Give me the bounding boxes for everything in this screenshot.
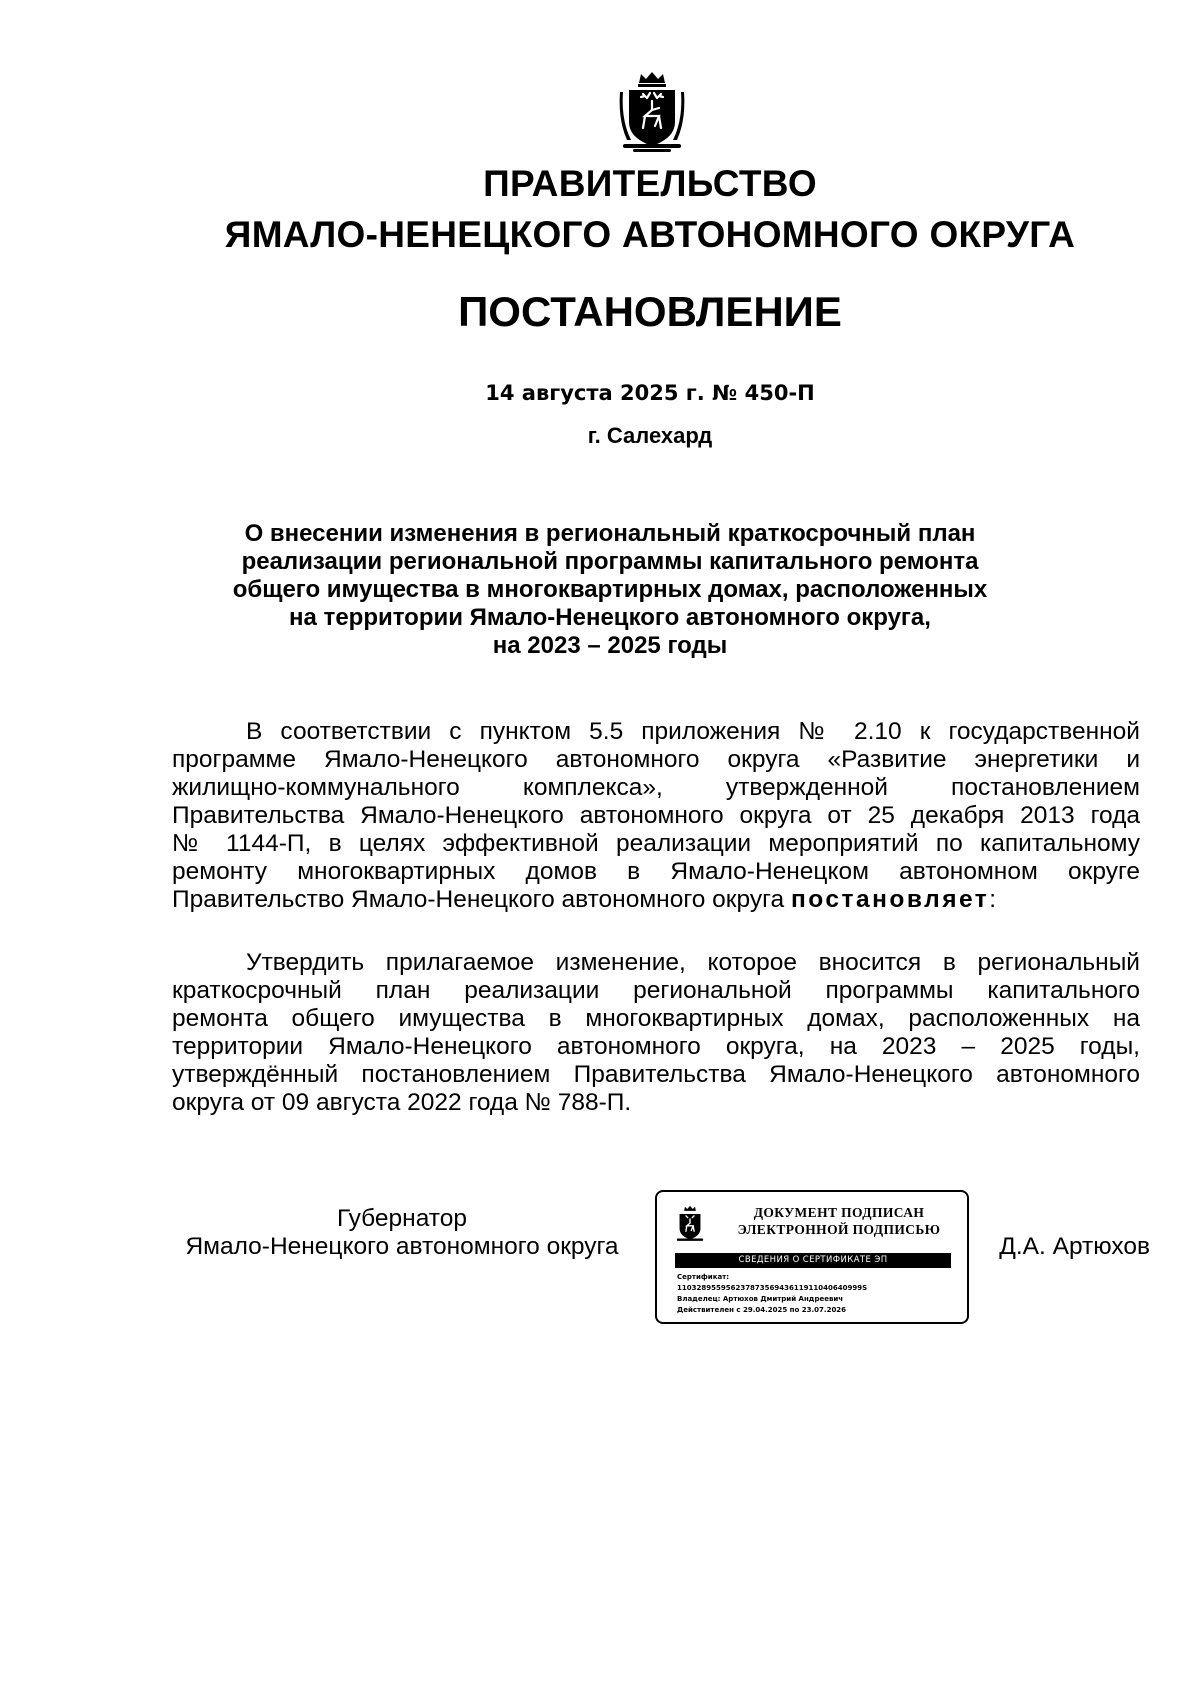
electronic-signature-stamp: [655, 1190, 969, 1324]
stamp-certificate-details: [677, 1272, 957, 1316]
resolution-keyword: постановляет: [790, 886, 990, 913]
gov-title-line2: ЯМАЛО-НЕНЕЦКОГО АВТОНОМНОГО ОКРУГА: [224, 214, 1076, 255]
paragraph-line: ремонту многоквартирных домов в Ямало-Ненецком автономном округе: [172, 858, 1140, 885]
certificate-validity: Действителен с 29.04.2025 по 23.07.2026: [677, 1306, 847, 1314]
gov-title-line1: ПРАВИТЕЛЬСТВО: [483, 163, 817, 204]
paragraph-text: Правительство Ямало-Ненецкого автономного округа: [172, 886, 791, 913]
coat-of-arms-icon: [675, 1204, 705, 1244]
stamp-certificate-bar: СВЕДЕНИЯ О СЕРТИФИКАТЕ ЭП: [675, 1253, 951, 1268]
paragraph-line: В соответствии с пунктом 5.5 приложения № 2.10 к государственной: [246, 718, 1140, 745]
document-city: г. Салехард: [587, 423, 713, 448]
government-title: [100, 158, 1200, 260]
signatory-position-line1: Губернатор: [337, 1205, 467, 1232]
body-paragraph-1: [172, 718, 1140, 914]
paragraph-line: № 1144-П, в целях эффективной реализации мероприятий по капитальному: [172, 830, 1140, 857]
certificate-number: 11032895595623787356943611911040640999S: [677, 1284, 868, 1292]
paragraph-line: жилищно-коммунального комплекса», утвержденной постановлением: [172, 774, 1140, 801]
subject-line: на 2023 – 2025 годы: [492, 632, 728, 659]
subject-line: на территории Ямало-Ненецкого автономного округа,: [289, 604, 931, 631]
paragraph-line: Правительства Ямало-Ненецкого автономного округа от 25 декабря 2013 года: [172, 802, 1140, 829]
signatory-name: Д.А. Артюхов: [999, 1233, 1150, 1260]
paragraph-line: утверждённый постановлением Правительства Ямало-Ненецкого автономного: [172, 1061, 1140, 1088]
signatory-position-line2: Ямало-Ненецкого автономного округа: [185, 1233, 619, 1260]
document-subject: [180, 520, 1040, 660]
stamp-heading-line1: ДОКУМЕНТ ПОДПИСАН: [753, 1205, 925, 1220]
paragraph-line: округа от 09 августа 2022 года № 788-П.: [172, 1089, 632, 1116]
paragraph-text: :: [989, 886, 997, 913]
paragraph-line: [172, 886, 1140, 914]
subject-line: общего имущества в многоквартирных домах, расположенных: [232, 576, 988, 603]
body-paragraph-2: [172, 949, 1140, 1117]
signatory-position: [160, 1205, 644, 1261]
stamp-heading-line2: ЭЛЕКТРОННОЙ ПОДПИСЬЮ: [737, 1222, 941, 1237]
subject-line: О внесении изменения в региональный краткосрочный план: [244, 520, 976, 547]
paragraph-line: программе Ямало-Ненецкого автономного округа «Развитие энергетики и: [172, 746, 1140, 773]
paragraph-line: территории Ямало-Ненецкого автономного округа, на 2023 – 2025 годы,: [172, 1033, 1140, 1060]
document-type: ПОСТАНОВЛЕНИЕ: [458, 288, 842, 335]
subject-line: реализации региональной программы капитального ремонта: [241, 548, 979, 575]
stamp-heading: [717, 1204, 961, 1238]
document-date-number: 14 августа 2025 г. № 450-П: [485, 381, 815, 405]
certificate-owner: Владелец: Артюхов Дмитрий Андреевич: [677, 1295, 844, 1303]
paragraph-line: ремонта общего имущества в многоквартирных домах, расположенных на: [172, 1005, 1140, 1032]
paragraph-line: Утвердить прилагаемое изменение, которое вносится в региональный: [246, 949, 1140, 976]
certificate-label: Сертификат:: [677, 1273, 730, 1281]
paragraph-line: краткосрочный план реализации региональной программы капитального: [172, 977, 1140, 1004]
coat-of-arms-icon: [619, 70, 685, 154]
